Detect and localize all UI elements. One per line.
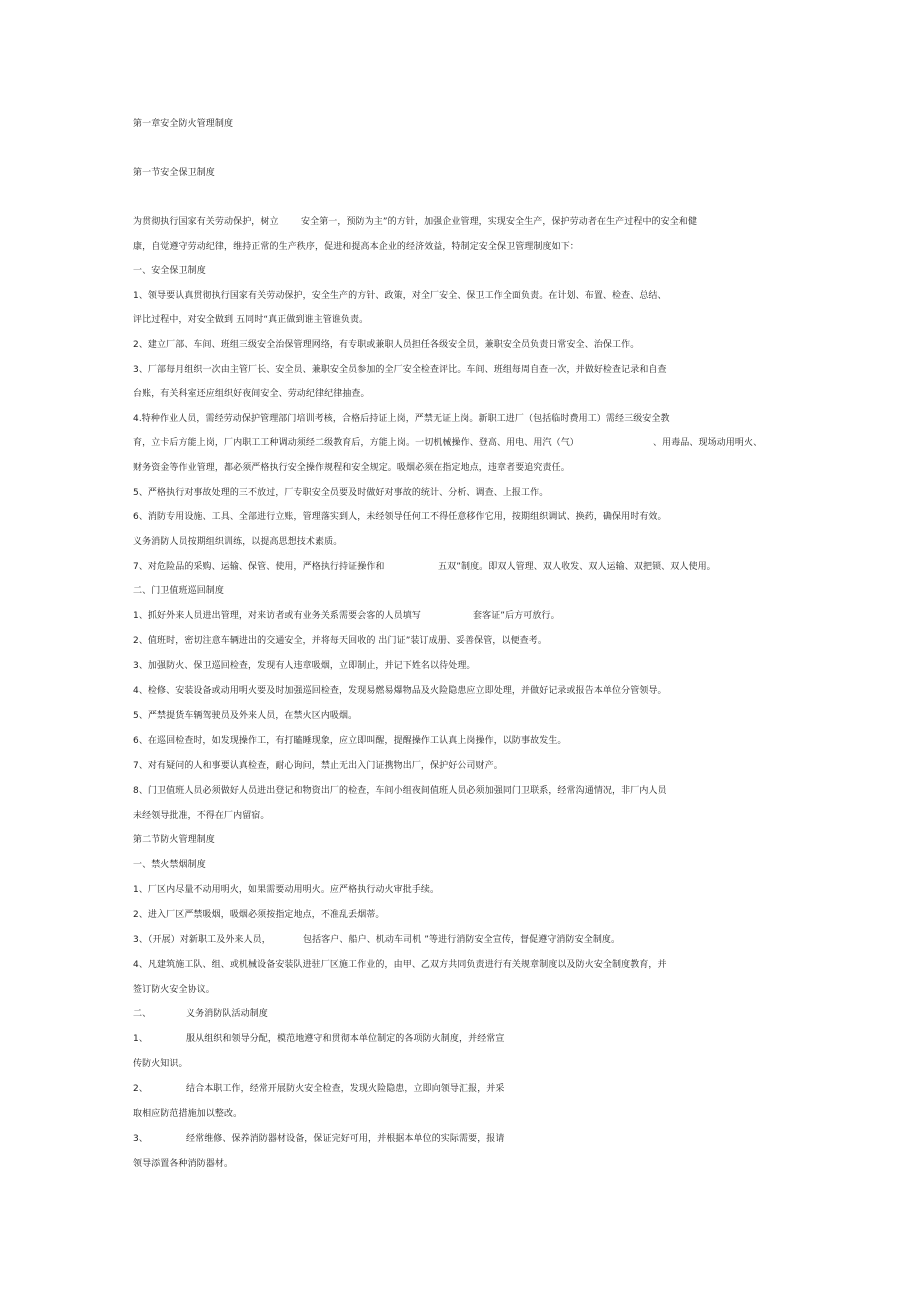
- paragraph-line: 财务资金等作业管理，都必须严格执行安全操作规程和安全规定。吸烟必须在指定地点，违章者要追究责任。: [133, 463, 570, 473]
- item-number: 2、: [133, 1084, 148, 1094]
- paragraph-line: 1、领导要认真贯彻执行国家有关劳动保护，安全生产的方针、政策，对全厂安全、保卫工作全面负责。在计划、布置、检查、总结、: [133, 291, 667, 301]
- paragraph-line: 6、消防专用设施、工具、全部进行立账，管理落实到人，未经领导任何工不得任意移作它用，按期组织调试、换药，确保用时有效。: [133, 512, 667, 522]
- chapter-title: 第一章安全防火管理制度: [133, 119, 234, 129]
- section-heading-number: 二、: [133, 1009, 152, 1019]
- paragraph-line: 6、在巡回检查时，如发现操作工，有打瞌睡现象，应立即叫醒，提醒操作工认真上岗操作，以防事故发生。: [133, 736, 567, 746]
- paragraph-text-a: 1、抓好外来人员进出管理，对来访者或有业务关系需要会客的人员填写: [133, 611, 421, 621]
- paragraph-line: 4.特种作业人员，需经劳动保护管理部门培训考核，合格后持证上岗，严禁无证上岗。新职工进厂（包括临时费用工）需经三级安全教: [133, 414, 670, 424]
- paragraph-line: 5、严禁提货车辆驾驶员及外来人员，在禁火区内吸烟。: [133, 711, 358, 721]
- paragraph-text-b: 套客证”后方可放行。: [473, 611, 560, 621]
- paragraph-text-a: 育，立卡后方能上岗，厂内职工工种调动须经二级教育后，方能上岗。一切机械操作、登高、用电、用汽（气）: [133, 438, 579, 448]
- paragraph-line: 2、值班时，密切注意车辆进出的交通安全，并将每天回收的 出门证”装订成册、妥善保管，以便查考。: [133, 636, 547, 646]
- paragraph-text-b: 包括客户、船户、机动车司机 ”等进行消防安全宣传，督促遵守消防安全制度。: [303, 935, 621, 945]
- paragraph-text-b: 、用毒品、现场动用明火、: [653, 438, 763, 448]
- paragraph-line: 3、加强防火、保卫巡回检查，发现有人违章吸烟，立即制止，并记下姓名以待处理。: [133, 661, 476, 671]
- section-heading: 一、禁火禁烟制度: [133, 860, 206, 870]
- paragraph-line: 8、门卫值班人员必须做好人员进出登记和物资出厂的检查，车间小组夜间值班人员必须加强同门卫联系，经常沟通情况，非厂内人员: [133, 786, 667, 796]
- intro-text-a: 为贯彻执行国家有关劳动保护，树立: [133, 217, 279, 227]
- paragraph-line: 4、检修、安装设备或动用明火要及时加强巡回检查，发现易燃易爆物品及火险隐患应立即处理，并做好记录或报告本单位分管领导。: [133, 686, 667, 696]
- paragraph-line: 评比过程中，对安全做到 五同时“真正做到谁主管谁负责。: [133, 315, 369, 325]
- paragraph-line: 义务消防人员按期组织训练，以提高思想技术素质。: [133, 537, 343, 547]
- section-title: 第一节安全保卫制度: [133, 168, 215, 178]
- item-number: 3、: [133, 1134, 148, 1144]
- paragraph-line: 传防火知识。: [133, 1059, 188, 1069]
- section-heading: 二、门卫值班巡回制度: [133, 586, 225, 596]
- paragraph-line: 取相应防范措施加以整改。: [133, 1109, 243, 1119]
- paragraph-line: 未经领导批准，不得在厂内留宿。: [133, 811, 270, 821]
- section-heading-text: 义务消防队活动制度: [186, 1009, 268, 1019]
- paragraph-line: 2、进入厂区严禁吸烟，吸烟必须按指定地点，不准乱丢烟蒂。: [133, 910, 385, 920]
- item-text: 结合本职工作，经常开展防火安全检查，发现火险隐患，立即向领导汇报，并采: [186, 1084, 505, 1094]
- section-heading: 一、安全保卫制度: [133, 266, 206, 276]
- paragraph-line: 1、厂区内尽量不动用明火，如果需要动用明火。应严格执行动火审批手续。: [133, 885, 440, 895]
- paragraph-line: 2、建立厂部、车间、班组三级安全治保管理网络，有专职或兼职人员担任各级安全员，兼职安全员负责日常安全、治保工作。: [133, 340, 640, 350]
- item-number: 1、: [133, 1034, 148, 1044]
- item-text: 经常维修、保养消防器材设备，保证完好可用，并根据本单位的实际需要，报请: [186, 1134, 505, 1144]
- intro-text-b: 安全第一，预防为主”的方针，加强企业管理，实现安全生产，保护劳动者在生产过程中的安全和健: [301, 217, 698, 227]
- intro-line: 康，自觉遵守劳动纪律，维持正常的生产秩序，促进和提高本企业的经济效益，特制定安全保卫管理制度如下：: [133, 242, 579, 252]
- paragraph-line: 3、厂部每月组织一次由主管厂长、安全员、兼职安全员参加的全厂安全检查评比。车间、班组每周自查一次，并做好检查记录和自查: [133, 365, 667, 375]
- section-title: 第二节防火管理制度: [133, 835, 215, 845]
- paragraph-text-a: 7、对危险品的采购、运输、保管、使用，严格执行持证操作和: [133, 562, 385, 572]
- paragraph-line: 5、严格执行对事故处理的三不放过，厂专职安全员要及时做好对事故的统计、分析、调查、上报工作。: [133, 488, 549, 498]
- paragraph-line: 4、凡建筑施工队、组、或机械设备安装队进驻厂区施工作业的，由甲、乙双方共同负责进行有关规章制度以及防火安全制度教育，并: [133, 960, 667, 970]
- paragraph-line: 领导添置各种消防器材。: [133, 1159, 234, 1169]
- paragraph-line: 台账，有关科室还应组织好夜间安全、劳动纪律纪律抽查。: [133, 389, 370, 399]
- item-text: 服从组织和领导分配，模范地遵守和贯彻本单位制定的各项防火制度，并经常宣: [186, 1034, 505, 1044]
- paragraph-text-b: 五双”制度。即双人管理、双人收发、双人运输、双把锁、双人使用。: [438, 562, 716, 572]
- paragraph-line: 7、对有疑问的人和事要认真检查，耐心询问，禁止无出入门证携物出厂，保护好公司财产。: [133, 761, 503, 771]
- paragraph-line: 签订防火安全协议。: [133, 985, 215, 995]
- paragraph-text-a: 3、（开展）对新职工及外来人员，: [133, 935, 271, 945]
